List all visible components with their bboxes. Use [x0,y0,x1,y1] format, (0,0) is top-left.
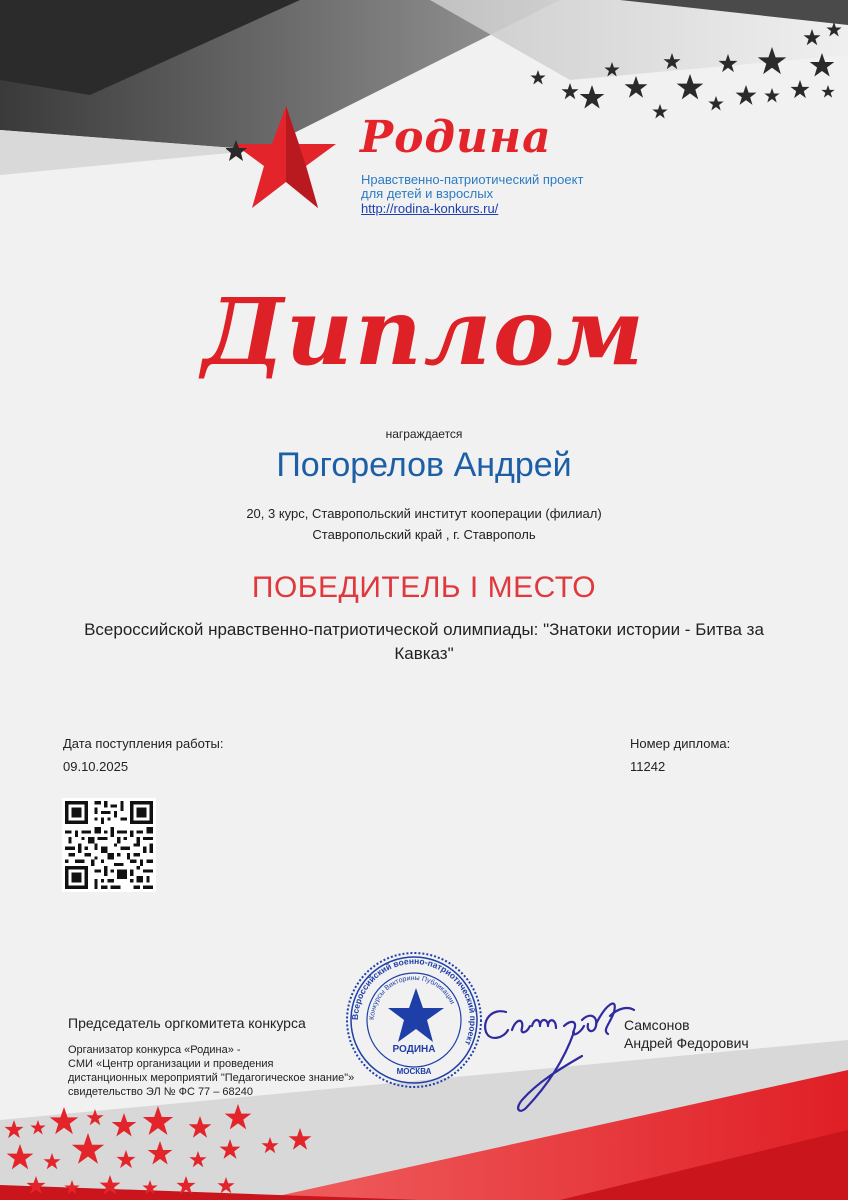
diploma-number-label: Номер диплома: [630,736,731,751]
recipient-details-line-1: 20, 3 курс, Ставропольский институт кооперации (филиал) [246,506,602,521]
brand-name: Родина [360,112,552,163]
recipient-details-line-2: Ставропольский край , г. Ставрополь [312,527,536,542]
chair-label: Председатель оргкомитета конкурса [68,1015,306,1031]
signer-surname: Самсонов [624,1017,690,1033]
tagline-line-1: Нравственно-патриотический проект [361,172,584,187]
award-title: ПОБЕДИТЕЛЬ I МЕСТО [251,571,597,604]
red-star-logo-icon [226,104,338,214]
organizer-line-2: СМИ «Центр организации и проведения [68,1058,274,1070]
date-value: 09.10.2025 [63,759,129,774]
recipient-name: Погорелов Андрей [276,446,572,484]
diploma-title: Диплом [202,278,646,386]
organizer-line-3: дистанционных мероприятий "Педагогическое знание"» [68,1072,355,1084]
seal-inner-text: Конкурсы Викторины Публикации [368,974,456,1021]
seal-brand: РОДИНА [392,1044,436,1055]
brand-tagline [361,173,583,201]
date-label: Дата поступления работы: [63,736,224,751]
signer-name [624,1016,749,1052]
organizer-info [68,1043,398,1099]
organizer-line-4: свидетельство ЭЛ № ФС 77 – 68240 [68,1086,253,1098]
awarded-text: награждается [385,427,463,441]
qr-code-icon[interactable] [62,798,156,892]
seal-ring-text: Всероссийский военно-патриотический проект [349,955,479,1047]
organizer-line-1: Организатор конкурса «Родина» - [68,1044,241,1056]
seal-city: МОСКВА [396,1067,432,1076]
signer-given-names: Андрей Федорович [624,1035,749,1051]
diploma-number-value: 11242 [630,759,666,774]
site-link[interactable]: http://rodina-konkurs.ru/ [361,201,499,216]
tagline-line-2: для детей и взрослых [361,186,494,201]
signature-icon [478,990,648,1115]
contest-name: Всероссийской нравственно-патриотической олимпиады: "Знатоки истории - Битва за Кавказ" [84,620,764,663]
